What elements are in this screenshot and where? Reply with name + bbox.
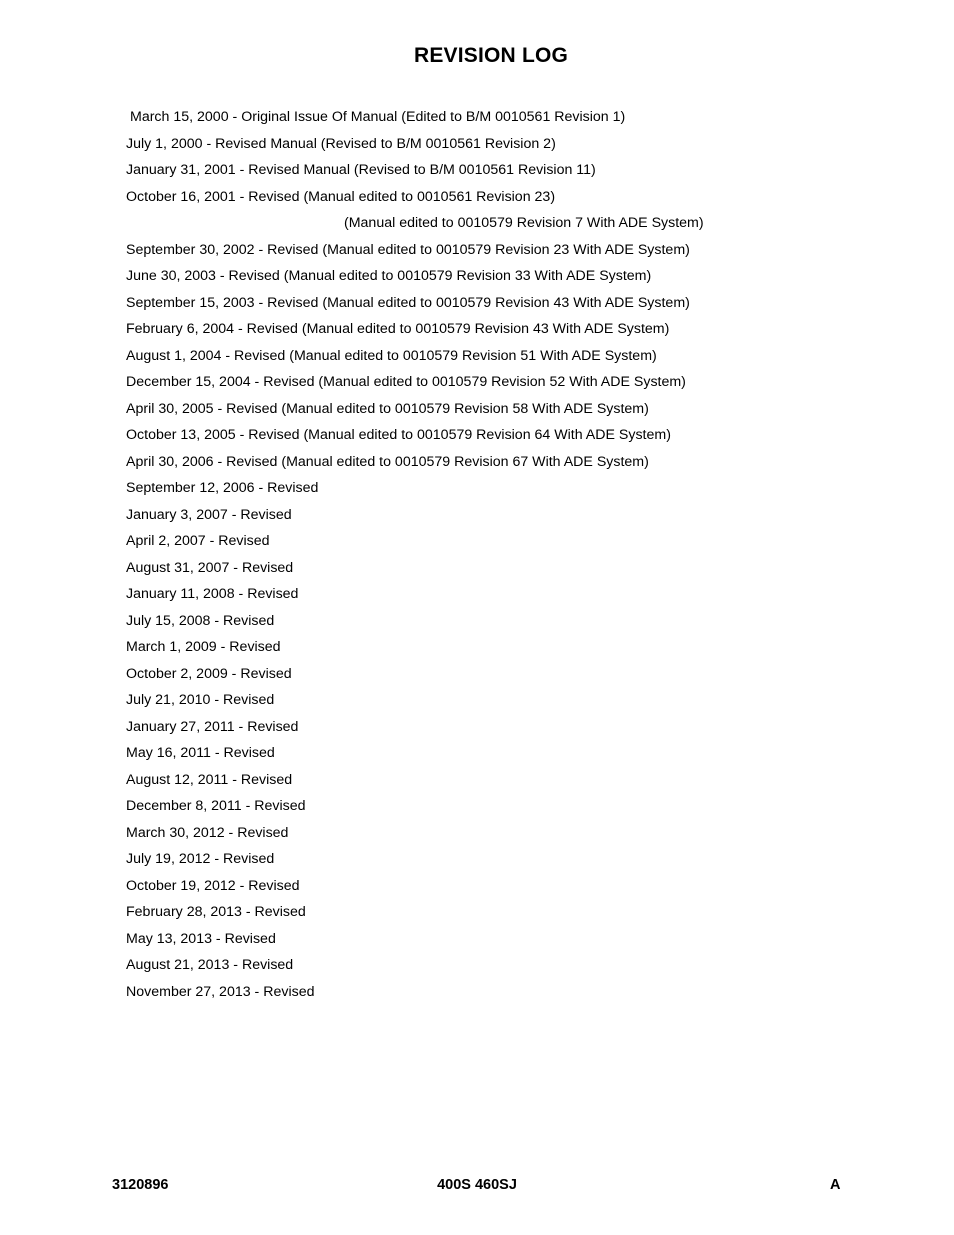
revision-entry: April 2, 2007 - Revised: [126, 533, 270, 549]
revision-entry: November 27, 2013 - Revised: [126, 983, 315, 1000]
revision-entry: May 16, 2011 - Revised: [126, 745, 275, 761]
revision-entry-continuation: (Manual edited to 0010579 Revision 7 With ADE System): [344, 215, 704, 231]
revision-entry: September 12, 2006 - Revised: [126, 480, 319, 496]
revision-entry: July 21, 2010 - Revised: [126, 692, 275, 708]
footer-model: 400S 460SJ: [437, 1177, 517, 1193]
revision-entry: August 12, 2011 - Revised: [126, 771, 293, 788]
footer-page-label: A: [830, 1177, 841, 1193]
revision-entry: October 13, 2005 - Revised (Manual edited to 0010579 Revision 64 With ADE System): [126, 427, 671, 443]
revision-entry: April 30, 2006 - Revised (Manual edited to 0010579 Revision 67 With ADE System): [126, 453, 649, 470]
revision-entry: January 31, 2001 - Revised Manual (Revised to B/M 0010561 Revision 11): [126, 162, 596, 178]
revision-entry: June 30, 2003 - Revised (Manual edited to 0010579 Revision 33 With ADE System): [126, 268, 652, 284]
revision-entry: March 15, 2000 - Original Issue Of Manual (Edited to B/M 0010561 Revision 1): [130, 109, 626, 125]
revision-entry: October 16, 2001 - Revised (Manual edited to 0010561 Revision 23): [126, 188, 556, 205]
revision-entry: October 19, 2012 - Revised: [126, 877, 300, 894]
revision-entry: July 15, 2008 - Revised: [126, 612, 275, 629]
revision-entry: January 27, 2011 - Revised: [126, 718, 299, 735]
footer-document-number: 3120896: [112, 1177, 169, 1193]
revision-entry: May 13, 2013 - Revised: [126, 930, 276, 947]
revision-entry: October 2, 2009 - Revised: [126, 665, 292, 682]
revision-entry: September 30, 2002 - Revised (Manual edited to 0010579 Revision 23 With ADE System): [126, 241, 690, 258]
revision-entry: December 8, 2011 - Revised: [126, 798, 306, 814]
revision-entry: July 19, 2012 - Revised: [126, 851, 275, 867]
revision-entry: March 1, 2009 - Revised: [126, 639, 281, 655]
revision-entry: February 28, 2013 - Revised: [126, 904, 306, 920]
revision-entry: March 30, 2012 - Revised: [126, 824, 289, 841]
revision-entry: April 30, 2005 - Revised (Manual edited to 0010579 Revision 58 With ADE System): [126, 400, 649, 417]
revision-entry: August 31, 2007 - Revised: [126, 559, 294, 576]
revision-log-list: [126, 108, 704, 1009]
revision-entry: July 1, 2000 - Revised Manual (Revised to B/M 0010561 Revision 2): [126, 135, 556, 152]
revision-entry: August 1, 2004 - Revised (Manual edited to 0010579 Revision 51 With ADE System): [126, 347, 657, 364]
revision-entry: January 11, 2008 - Revised: [126, 586, 299, 602]
page-title: REVISION LOG: [413, 44, 569, 67]
revision-entry: February 6, 2004 - Revised (Manual edited to 0010579 Revision 43 With ADE System): [126, 321, 670, 337]
revision-entry: September 15, 2003 - Revised (Manual edited to 0010579 Revision 43 With ADE System): [126, 294, 690, 311]
revision-entry: January 3, 2007 - Revised: [126, 506, 292, 523]
revision-entry: August 21, 2013 - Revised: [126, 957, 294, 973]
revision-entry: December 15, 2004 - Revised (Manual edited to 0010579 Revision 52 With ADE System): [126, 374, 686, 390]
